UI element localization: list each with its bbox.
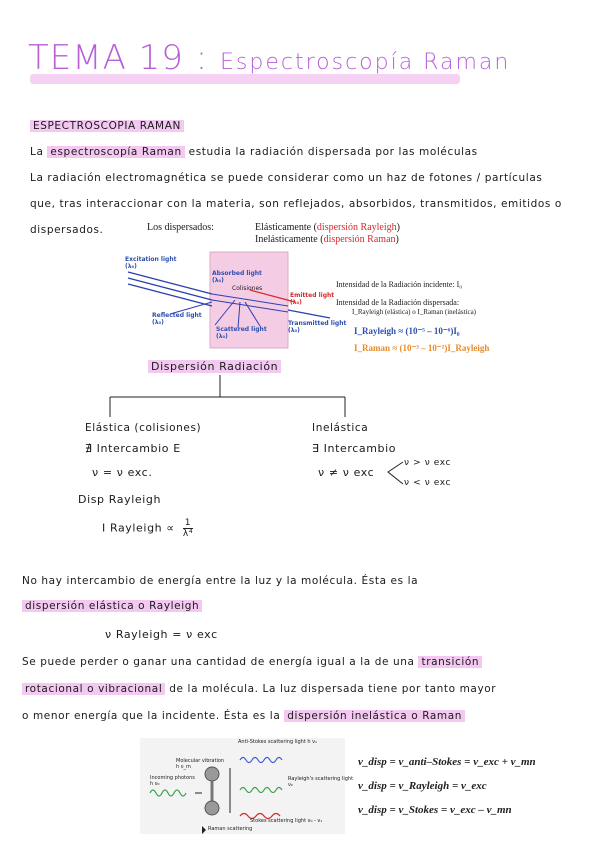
incident-intensity: Intensidad de la Radiación incidente: I₀ xyxy=(336,280,463,289)
reflected-label: Reflected light (λ₀) xyxy=(152,312,202,326)
inelastic-option-lower: ν < ν exc xyxy=(404,478,452,488)
excitation-beams xyxy=(128,272,212,306)
transmitted-label: Transmitted light (λ₀) xyxy=(288,320,347,334)
anti-stokes-label: Anti-Stokes scattering light h ν₁ xyxy=(238,739,317,745)
body-line-1b: dispersión elástica o Rayleigh xyxy=(22,600,202,612)
body-line-2: Se puede perder o ganar una cantidad de energía igual a la de una transición xyxy=(22,656,482,668)
body-line-1: No hay intercambio de energía entre la luz y la molécula. Ésta es la xyxy=(22,575,419,587)
elastic-title: Elástica (colisiones) xyxy=(85,422,202,434)
intro-line-1: La espectroscopía Raman estudia la radiación dispersada por las moléculas xyxy=(30,146,478,158)
tree-root: Dispersión Radiación xyxy=(148,360,281,373)
excitation-label: Excitation light (λ₀) xyxy=(125,256,177,270)
elastic-label: Elásticamente (dispersión Rayleigh) xyxy=(255,222,400,233)
intro-line-2: La radiación electromagnética se puede considerar como un haz de fotones / partículas xyxy=(30,172,543,184)
rayleigh-scatter-label: Rayleigh's scattering light ν₀ xyxy=(288,776,354,788)
intro-line-4: dispersados. xyxy=(30,224,104,236)
body-line-3: rotacional o vibracional de la molécula. La luz dispersada tiene por tanto mayor xyxy=(22,683,496,695)
raman-scattering-legend: Raman scattering xyxy=(208,826,253,832)
equation-rayleigh: ν_disp = ν_Rayleigh = ν_exc xyxy=(358,780,487,792)
equation-anti-stokes: ν_disp = ν_anti–Stokes = ν_exc + ν_mn xyxy=(358,756,536,768)
section-heading: ESPECTROSCOPIA RAMAN xyxy=(30,120,184,132)
inelastic-exchange: ∃ Intercambio xyxy=(312,442,397,455)
elastic-frequency: ν = ν exc. xyxy=(92,466,153,479)
inelastic-frequency: ν ≠ ν exc xyxy=(318,466,375,479)
rayleigh-frequency-eq: ν Rayleigh = ν exc xyxy=(105,628,218,641)
atom-bottom xyxy=(205,801,219,815)
page-title: TEMA 19 : Espectroscopía Raman xyxy=(28,38,511,78)
elastic-no-exchange: ∄ Intercambio E xyxy=(85,442,181,455)
inelastic-label: Inelásticamente (dispersión Raman) xyxy=(255,234,399,245)
dispersados-label: Los dispersados: xyxy=(147,222,214,233)
tree-connector xyxy=(80,375,380,420)
scattered-label: Scattered light (λ₀) xyxy=(216,326,267,340)
molecular-vibration-label: Molecular vibration h ν_m xyxy=(176,758,225,770)
dispersed-detail: I_Rayleigh (elástica) o I_Raman (inelástica) xyxy=(352,308,477,316)
dispersed-intensity: Intensidad de la Radiación dispersada: xyxy=(336,298,460,307)
stokes-label: Stokes scattering light ν₀ - ν₁ xyxy=(250,818,323,824)
incoming-label: Incoming photons h ν₀ xyxy=(150,775,195,787)
transmitted-beam xyxy=(288,310,330,318)
raman-intensity-eq: I_Raman ≈ (10⁻³ – 10⁻²)I_Rayleigh xyxy=(354,343,490,353)
collisions-label: Colisiones xyxy=(232,285,263,292)
absorbed-label: Absorbed light (λ₀) xyxy=(212,270,262,284)
rayleigh-intensity-eq: I_Rayleigh ≈ (10⁻⁵ – 10⁻⁶)I₀ xyxy=(354,326,460,336)
intro-line-3: que, tras interaccionar con la materia, son reflejados, absorbidos, transmitidos, emitidos o xyxy=(30,198,562,210)
equation-stokes: ν_disp = ν_Stokes = ν_exc – ν_mn xyxy=(358,804,512,816)
branch-bracket xyxy=(385,460,405,486)
rayleigh-disp: Disp Rayleigh xyxy=(78,493,162,506)
body-line-4: o menor energía que la incidente. Ésta es la dispersión inelástica o Raman xyxy=(22,710,465,722)
rayleigh-formula: I Rayleigh ∝ $\frac{1}{\text{λ⁴}}$ xyxy=(102,518,194,539)
emitted-label: Emitted light (λ₀) xyxy=(290,292,335,306)
inelastic-option-higher: ν > ν exc xyxy=(404,458,452,468)
inelastic-title: Inelástica xyxy=(312,422,369,434)
